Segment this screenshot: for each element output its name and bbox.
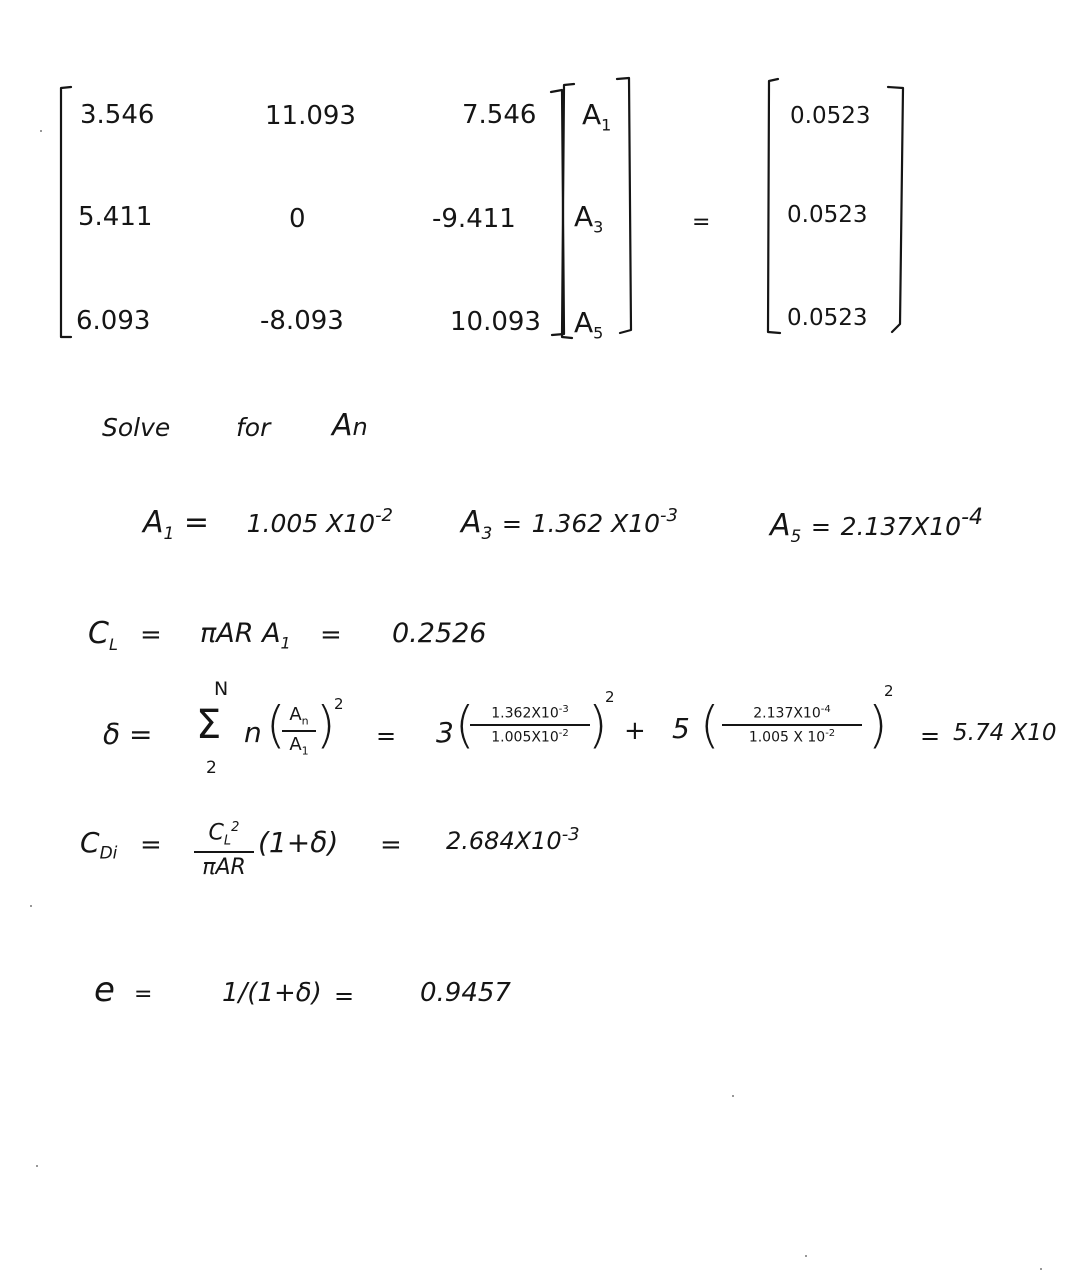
delta-equals: = <box>376 722 397 750</box>
delta-equals-2: = <box>920 722 941 750</box>
cdi-equals: = <box>140 830 162 860</box>
unknown-vector-right-bracket <box>615 76 637 338</box>
scan-speck <box>1040 1268 1042 1270</box>
solve-word: Solve <box>102 413 171 442</box>
ratio-an-over-a1: $A_n$ $A_1$ <box>282 704 316 757</box>
term1-power: 2 <box>605 688 615 706</box>
rhs-vector-left-bracket <box>762 76 784 338</box>
term2-power: 2 <box>884 682 894 700</box>
matrix-cell-r1c2: 11.093 <box>265 101 356 131</box>
matrix-cell-r1c1: 3.546 <box>80 100 155 130</box>
term2-fraction: $2.137X10^{-4}$ 1.005 X $10^{-2}$ <box>722 704 862 745</box>
unknown-a3: $A_3$ <box>574 200 604 237</box>
result-a3: $A_3 = 1.362$ $X10^{-3}$ <box>461 505 678 544</box>
term1-open-paren: ( <box>455 696 475 754</box>
efficiency-lhs: e <box>94 970 115 1010</box>
rhs-value-3: 0.0523 <box>787 305 868 331</box>
an-symbol: An <box>332 408 368 443</box>
scan-speck <box>40 130 42 132</box>
scan-speck <box>805 1255 807 1257</box>
term2-open-paren: ( <box>700 696 720 754</box>
rhs-value-2: 0.0523 <box>787 202 868 228</box>
matrix-cell-r3c3: 10.093 <box>450 307 541 337</box>
cl-value: 0.2526 <box>392 618 487 649</box>
cdi-value: $2.684X10^{-3}$ <box>446 824 580 855</box>
cdi-factor: (1+δ) <box>258 826 339 859</box>
cl-expression: πAR $A_1$ <box>200 618 291 653</box>
matrix-cell-r2c3: -9.411 <box>432 204 516 234</box>
scan-speck <box>732 1095 734 1097</box>
unknown-a5: $A_5$ <box>574 306 604 343</box>
ratio-close-paren: ) <box>316 696 336 754</box>
sum-term-n: n <box>244 716 262 749</box>
efficiency-equals-2: = <box>334 982 355 1010</box>
cdi-fraction: $C_L^2$ πAR <box>194 820 254 880</box>
matrix-cell-r2c2: 0 <box>289 204 306 234</box>
plus-sign: + <box>624 716 646 746</box>
cdi-equals-2: = <box>380 830 402 860</box>
term2-close-paren: ) <box>868 696 888 754</box>
rhs-value-1: 0.0523 <box>790 103 871 129</box>
scan-speck <box>36 1165 38 1167</box>
unknown-a1: $A_1$ <box>582 98 612 135</box>
term1-coefficient: 3 <box>436 716 454 749</box>
term1-fraction: $1.362X10^{-3}$ $1.005X10^{-2}$ <box>470 704 590 745</box>
cdi-lhs: $C_{Di}$ <box>80 826 118 864</box>
matrix-cell-r3c1: 6.093 <box>76 306 151 336</box>
for-word: for <box>236 413 271 442</box>
ratio-open-paren: ( <box>266 696 286 754</box>
efficiency-equals: = <box>134 982 153 1007</box>
result-a1: $A_1 = 1.005$ $X10^{-2}$ <box>143 505 394 544</box>
delta-value: 5.74 X10 <box>953 720 1057 746</box>
cl-lhs: $C_L$ <box>88 616 118 654</box>
result-a5: $A_5 = 2.137X10^{-4}$ <box>770 505 984 547</box>
term1-close-paren: ) <box>588 696 608 754</box>
efficiency-value: 0.9457 <box>420 978 511 1008</box>
scan-speck <box>30 905 32 907</box>
sum-upper-limit: N <box>214 678 229 700</box>
sum-symbol: Σ <box>196 702 222 748</box>
cl-equals-2: = <box>320 620 342 650</box>
rhs-vector-right-bracket <box>886 84 908 334</box>
matrix-equals-sign: = <box>692 210 711 235</box>
sum-lower-limit: 2 <box>206 758 217 778</box>
efficiency-expression: 1/(1+δ) <box>222 978 322 1008</box>
delta-lhs: δ = <box>103 718 153 751</box>
matrix-left-bracket <box>55 85 75 340</box>
matrix-cell-r2c1: 5.411 <box>78 202 153 232</box>
cl-equals: = <box>140 620 162 650</box>
matrix-cell-r3c2: -8.093 <box>260 306 344 336</box>
ratio-power: 2 <box>334 695 344 713</box>
matrix-cell-r1c3: 7.546 <box>462 100 537 130</box>
term2-coefficient: 5 <box>672 712 690 745</box>
